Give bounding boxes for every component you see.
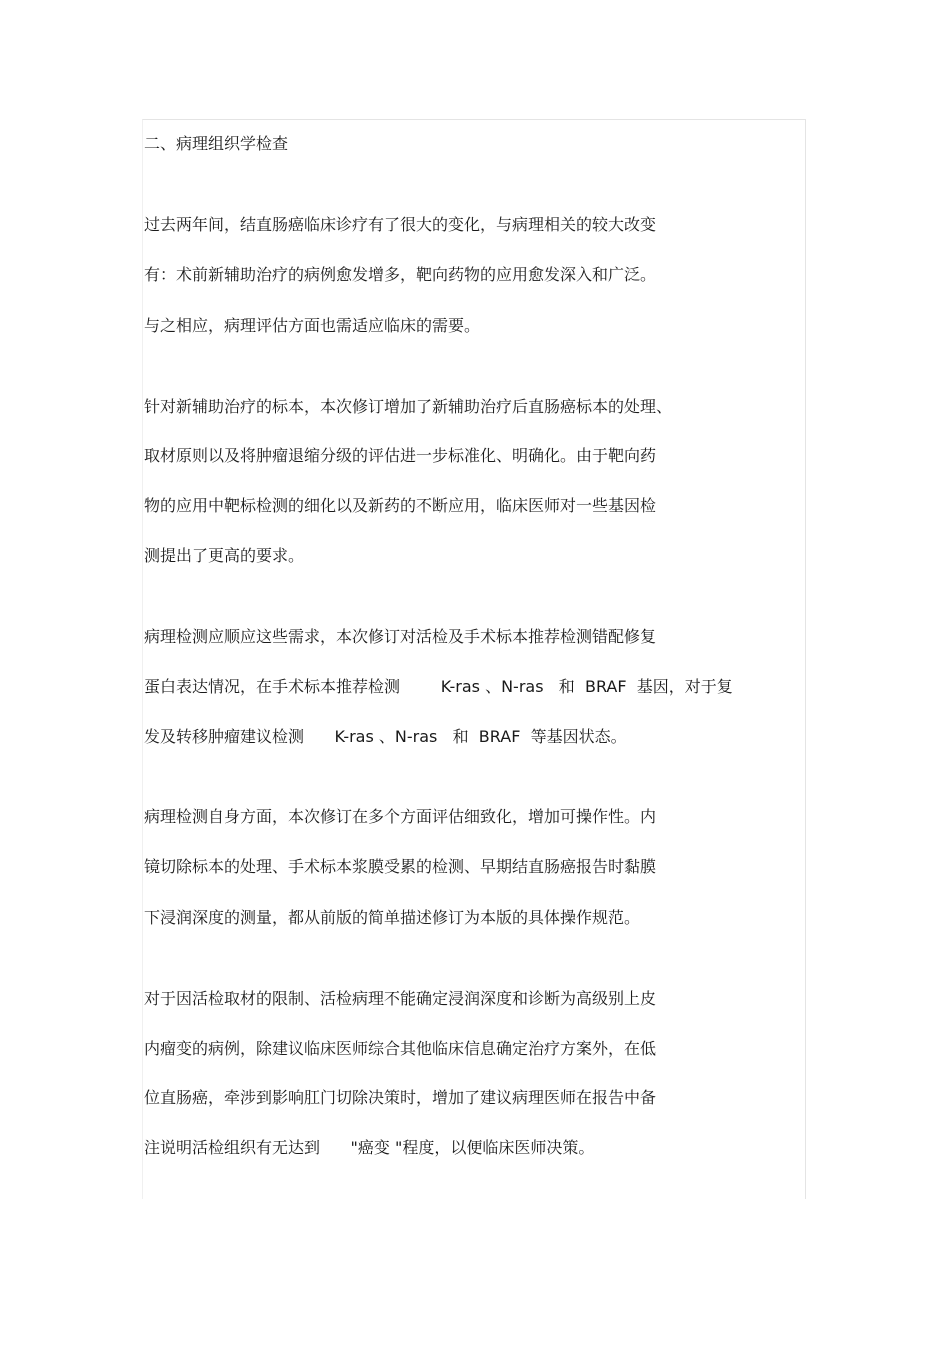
text-line: 镜切除标本的处理、手术标本浆膜受累的检测、早期结直肠癌报告时黏膜 (144, 857, 657, 876)
text-line: 发及转移肿瘤建议检测 K-ras 、N-ras 和 BRAF 等基因状态。 (144, 727, 627, 746)
text-line: 注说明活检组织有无达到 "癌变 "程度，以便临床医师决策。 (144, 1138, 595, 1157)
text-line: 下浸润深度的测量，都从前版的简单描述修订为本版的具体操作规范。 (144, 908, 641, 927)
text-line: 对于因活检取材的限制、活检病理不能确定浸润深度和诊断为高级别上皮 (144, 989, 657, 1008)
text-line: 测提出了更高的要求。 (144, 546, 305, 565)
text-line: 位直肠癌，牵涉到影响肛门切除决策时，增加了建议病理医师在报告中备 (144, 1088, 657, 1107)
text-line: 物的应用中靶标检测的细化以及新药的不断应用，临床医师对一些基因检 (144, 496, 657, 515)
text-line: 病理检测自身方面，本次修订在多个方面评估细致化，增加可操作性。内 (144, 807, 657, 826)
text-line: 针对新辅助治疗的标本，本次修订增加了新辅助治疗后直肠癌标本的处理、 (144, 397, 673, 416)
text-line: 与之相应，病理评估方面也需适应临床的需要。 (144, 316, 481, 335)
text-line: 有：术前新辅助治疗的病例愈发增多，靶向药物的应用愈发深入和广泛。 (144, 265, 657, 284)
text-line: 内瘤变的病例，除建议临床医师综合其他临床信息确定治疗方案外，在低 (144, 1039, 657, 1058)
text-line: 蛋白表达情况，在手术标本推荐检测 K-ras 、N-ras 和 BRAF 基因，对于复 (144, 677, 733, 696)
text-line: 病理检测应顺应这些需求，本次修订对活检及手术标本推荐检测错配修复 (144, 627, 657, 646)
text-line: 取材原则以及将肿瘤退缩分级的评估进一步标准化、明确化。由于靶向药 (144, 446, 657, 465)
text-line: 过去两年间，结直肠癌临床诊疗有了很大的变化，与病理相关的较大改变 (144, 215, 657, 234)
section-heading: 二、病理组织学检查 (144, 134, 289, 153)
